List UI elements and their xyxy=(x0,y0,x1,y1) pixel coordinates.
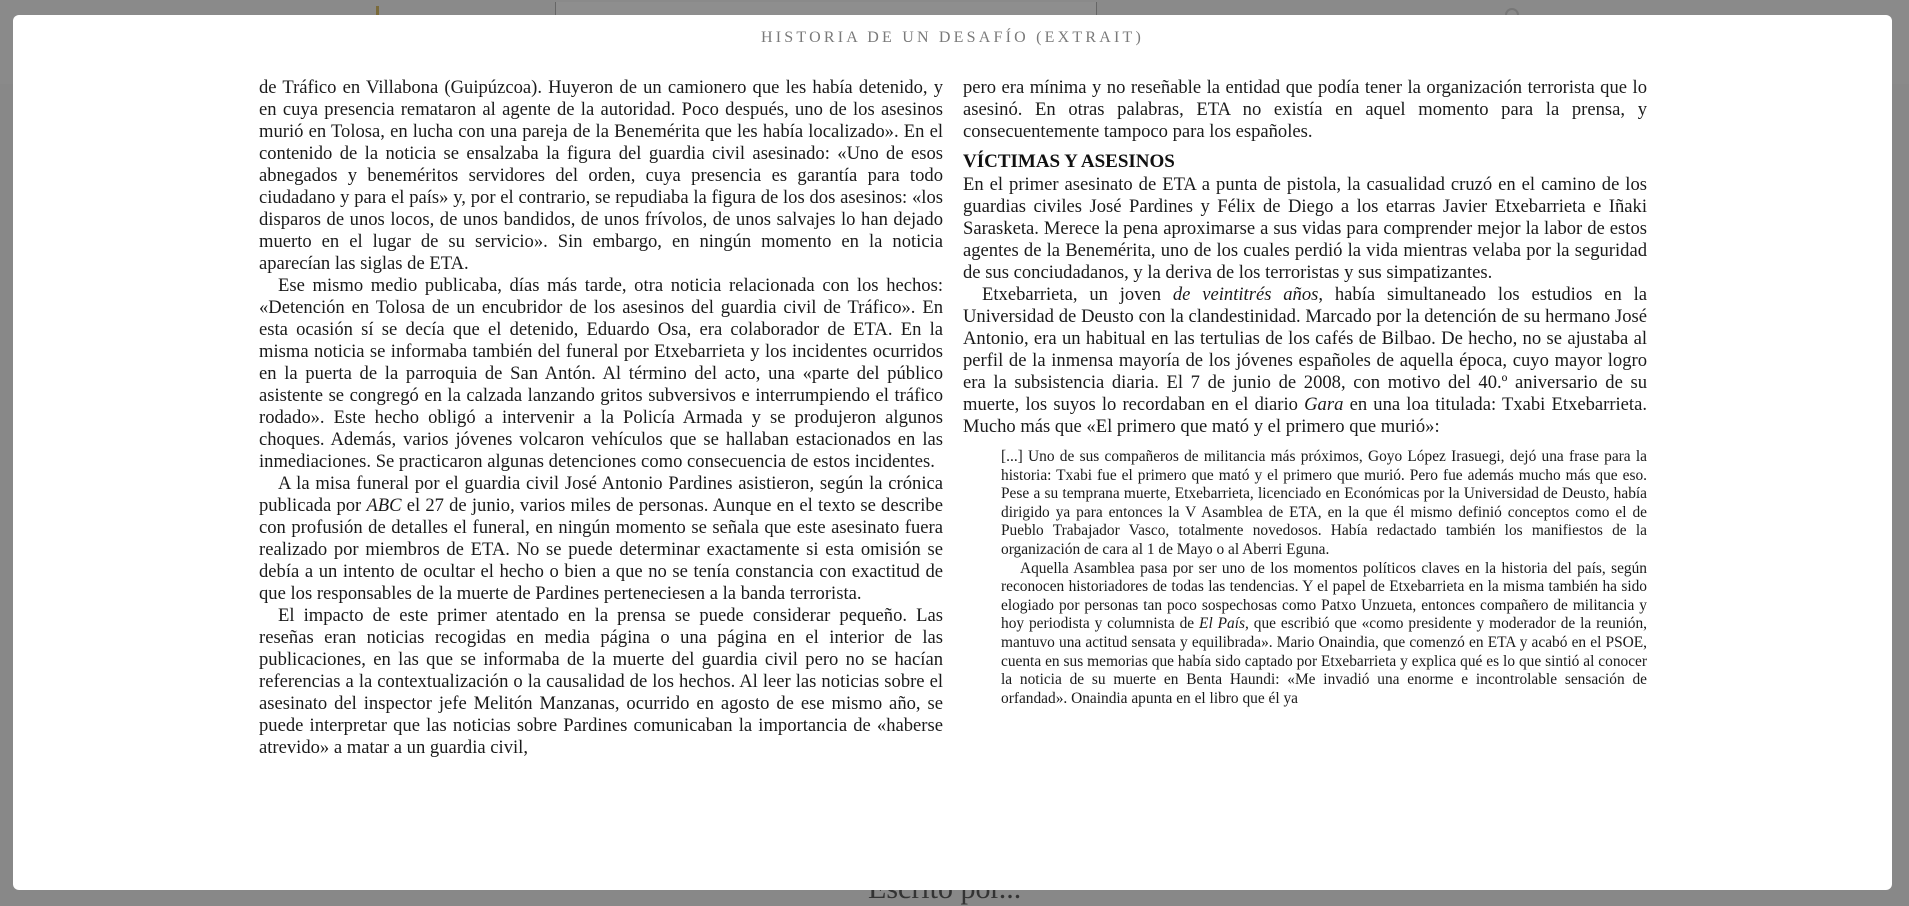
paragraph: Etxebarrieta, un joven de veintitrés años, había simultaneado los estudios en la Universidad de Deusto con la clandestinidad. Marcado por la detención de su hermano José Antonio, era un habitual en las tertulias de los cafés de Bilbao. De hecho, no se ajustaba al perfil de la inmensa mayoría de los jóvenes españoles de aquella época, cuyo mayor logro era la subsistencia diaria. El 7 de junio de 2008, con motivo del 40.º aniversario de su muerte, los suyos lo recordaban en el diario Gara en una loa titulada: Txabi Etxebarrieta. Mucho más que «El primero que mató y el primero que murió»: xyxy=(963,284,1648,437)
section-heading: VÍCTIMAS Y ASESINOS xyxy=(963,151,1175,172)
italic-text: ABC xyxy=(366,495,402,516)
modal-title: HISTORIA DE UN DESAFÍO (EXTRAIT) xyxy=(761,29,1144,46)
right-text-column xyxy=(963,77,1647,708)
paragraph: En el primer asesinato de ETA a punta de pistola, la casualidad cruzó en el camino de los guardias civiles José Pardines y Félix de Diego a los etarras Javier Etxebarrieta e Iñaki Sarasketa. Merece la pena aproximarse a sus vidas para comprender mejor la labor de estos agentes de la Benemérita, uno de los cuales perdió la vida mientras velaba por la seguridad de sus conciudadanos, y la deriva de los terroristas y sus simpatizantes. xyxy=(963,174,1647,283)
left-text-column xyxy=(259,77,943,759)
paragraph: de Tráfico en Villabona (Guipúzcoa). Huyeron de un camionero que les había detenido, y en cuya presencia remataron al agente de la autoridad. Poco después, uno de los asesinos murió en Tolosa, en lucha con una pareja de la Benemérita que les había localizado». En el contenido de la noticia se ensalzaba la figura del guardia civil asesinado: «Uno de esos abnegados y beneméritos servidores del orden, cuya presencia es garantía para todo ciudadano y para el país» y, por el contrario, se repudiaba la figura de los dos asesinos: «los disparos de unos locos, de unos bandidos, de unos frívolos, de unos salvajes lo han dejado muerto en el lugar de su servicio». Sin embargo, en ningún momento en la noticia aparecían las siglas de ETA. xyxy=(259,77,943,274)
paragraph: Ese mismo medio publicaba, días más tarde, otra noticia relacionada con los hechos: «Detención en Tolosa de un encubridor de los asesinos del guardia civil de Tráfico». En esta ocasión sí se decía que el detenido, Eduardo Osa, era colaborador de ETA. En la misma noticia se informaba también del funeral por Etxebarrieta y los incidentes ocurridos en la puerta de la parroquia de San Antón. Al término del acto, una «parte del público asistente se congregó en la calzada lanzando gritos subversivos e interrumpiendo el tráfico rodado». Este hecho obligó a intervenir a la Policía Armada y se produjeron algunos choques. Además, varios jóvenes volcaron vehículos que se hallaban estacionados en las inmediaciones. Se practicaron algunas detenciones como consecuencia de estos incidentes. xyxy=(259,275,943,472)
excerpt-modal xyxy=(13,15,1892,890)
paragraph: El impacto de este primer atentado en la prensa se puede considerar pequeño. Las reseñas eran noticias recogidas en media página o una página en el interior de las publicaciones, en las que se informaba de la muerte del guardia civil pero no se hacían referencias a la contextualización o la causalidad de los hechos. Al leer las noticias sobre el asesinato del inspector jefe Melitón Manzanas, ocurrido en agosto de ese mismo año, se puede interpretar que las noticias sobre Pardines comunicaban la importancia de «haberse atrevido» a matar a un guardia civil, xyxy=(259,605,943,758)
italic-text: El País xyxy=(1199,615,1245,633)
italic-text: Gara xyxy=(1304,394,1344,415)
paragraph: A la misa funeral por el guardia civil José Antonio Pardines asistieron, según la crónica publicada por ABC el 27 de junio, varios miles de personas. Aunque en el texto se describe con profusión de detalles el funeral, en ningún momento se señala que este asesinato fuera realizado por miembros de ETA. No se puede determinar exactamente si esta omisión se debía a un intento de ocultar el hecho o bien a que no se tenía constancia con exactitud de que los responsables de la muerte de Pardines perteneciesen a la banda terrorista. xyxy=(259,473,943,604)
quote-paragraph: [...] Uno de sus compañeros de militancia más próximos, Goyo López Irasuegi, dejó una frase para la historia: Txabi fue el primero que mató y el primero que murió. Pero fue además mucho más que eso. Pese a su temprana muerte, Etxebarrieta, licenciado en Económicas por la Universidad de Deusto, había dirigido ya para entonces la V Asamblea de ETA, en la que él mismo definió conceptos como el de Pueblo Trabajador Vasco, totalmente novedosos. Había redactado también los manifiestos de la organización de cara al 1 de Mayo o al Aberri Eguna. xyxy=(1001,448,1647,558)
paragraph: pero era mínima y no reseñable la entidad que podía tener la organización terrorista que lo asesinó. En otras palabras, ETA no existía en aquel momento para la prensa, y consecuentemente tampoco para los españoles. xyxy=(963,77,1647,142)
quote-paragraph: Aquella Asamblea pasa por ser uno de los momentos políticos claves en la historia del país, según reconocen historiadores de todas las tendencias. Y el papel de Etxebarrieta en la misma también ha sido elogiado por personas tan poco sospechosas como Patxo Unzueta, entonces compañero de militancia y hoy periodista y columnista de El País, que escribió que «como presidente y moderador de la reunión, mantuvo una actitud sensata y equilibrada». Mario Onaindia, que comenzó en ETA y acabó en el PSOE, cuenta en sus memorias que había sido captado por Etxebarrieta y explica qué es lo que sintió al conocer la noticia de su muerte en Benta Haundi: «Me invadió una enorme e incontrolable sensación de orfandad». Onaindia apunta en el libro que él ya xyxy=(1001,559,1648,707)
block-quote xyxy=(1001,448,1647,708)
italic-text: de veintitrés años xyxy=(1172,284,1319,305)
